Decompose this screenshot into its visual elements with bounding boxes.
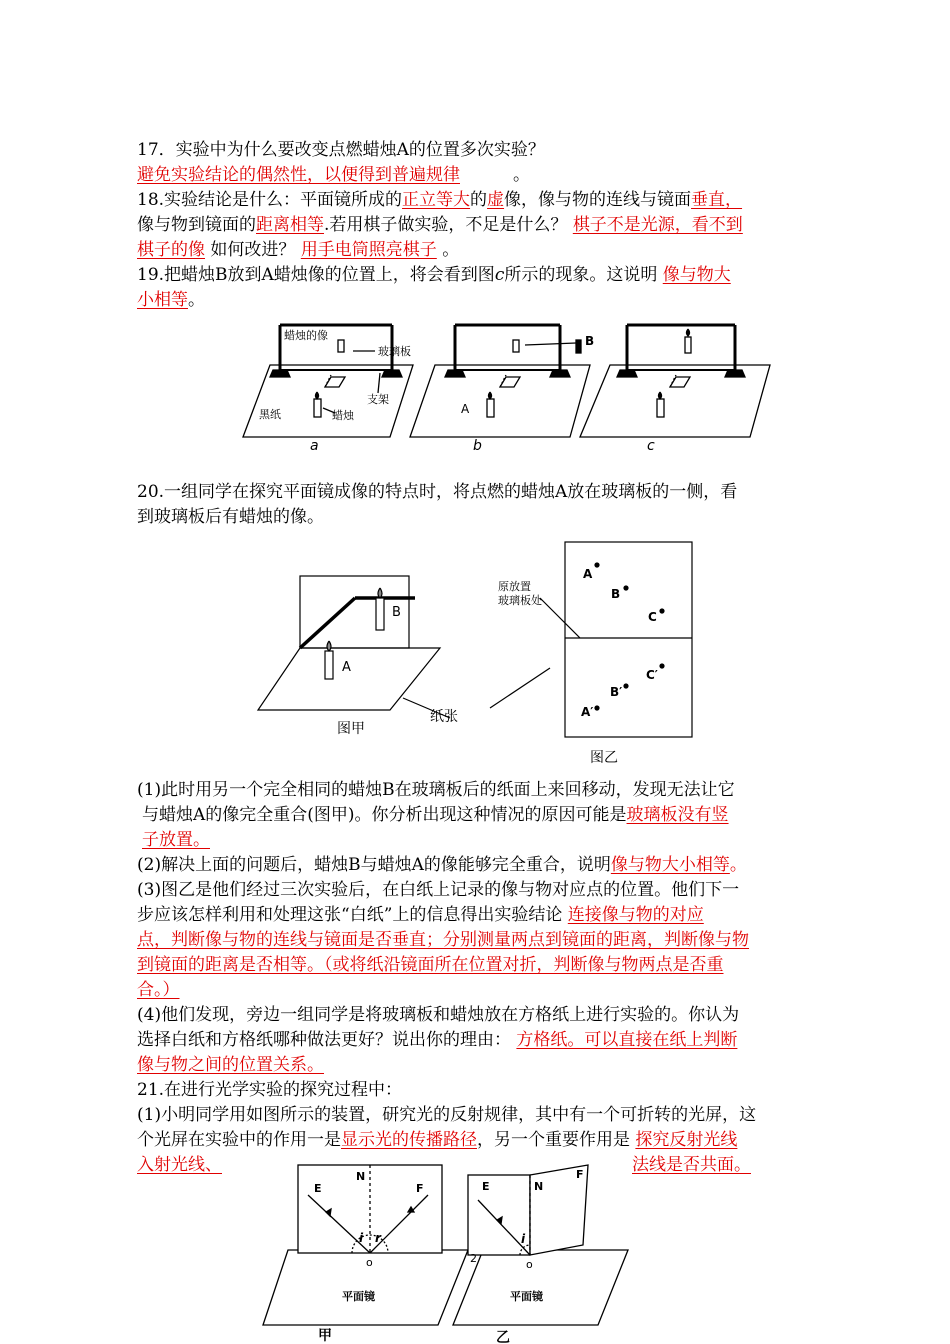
caption-yi: 图乙 bbox=[590, 750, 618, 766]
label-yi-F: F bbox=[576, 1168, 584, 1181]
q20-4-text: 选择白纸和方格纸哪种做法更好？说出你的理由： bbox=[137, 1030, 511, 1050]
q18-answer-3: 垂直， bbox=[691, 190, 743, 210]
figure-panel-b bbox=[410, 325, 590, 437]
q21-title: 21.在进行光学实验的探究过程中： bbox=[137, 1080, 403, 1100]
label-candle-image: 蜡烛的像 bbox=[284, 329, 328, 342]
q18-text-6: 如何改进？ bbox=[210, 240, 296, 260]
figure-yi bbox=[540, 542, 692, 737]
q20-1-text: 与蜡烛A的像完全重合(图甲)。你分析出现这种情况的原因可能是 bbox=[142, 805, 627, 825]
q18-answer-5: 棋子不是光源，看不到 bbox=[572, 215, 743, 235]
caption-c: c bbox=[647, 438, 655, 454]
q18-line3 bbox=[137, 238, 459, 263]
q20-4-answer-1: 方格纸。可以直接在纸上判断 bbox=[516, 1030, 738, 1050]
figure-panel-c bbox=[580, 325, 770, 437]
label-black-paper: 黑纸 bbox=[259, 408, 281, 421]
label-candle-B: B bbox=[585, 334, 595, 348]
q20-1-answer-2: 子放置。 bbox=[142, 830, 210, 850]
point-B-prime: B′ bbox=[610, 685, 623, 699]
label-yi-mirror: 平面镜 bbox=[510, 1290, 543, 1303]
point-C: C bbox=[648, 610, 657, 624]
caption-21-yi: 乙 bbox=[496, 1330, 510, 1344]
q18-text-4: 像与物到镜面的 bbox=[137, 215, 256, 235]
q19-text-1: 19.把蜡烛B放到A蜡烛像的位置上，将会看到图 bbox=[137, 265, 495, 285]
q19-text-3: 。 bbox=[188, 290, 205, 310]
q20-4-line2 bbox=[137, 1028, 737, 1053]
q21-line2 bbox=[137, 1128, 737, 1153]
q18-answer-2: 虚 bbox=[487, 190, 505, 210]
q20-3-line2 bbox=[137, 903, 704, 928]
label-candle: 蜡烛 bbox=[332, 409, 354, 422]
q18-text-1: 18.实验结论是什么：平面镜所成的 bbox=[137, 190, 403, 210]
label-jia-A: A bbox=[342, 660, 351, 675]
q21-answer-4: 法线是否共面。 bbox=[632, 1155, 751, 1175]
q19-fig-ref: c bbox=[494, 265, 505, 285]
label-jia-N: N bbox=[356, 1170, 366, 1183]
q20-2-text: (2)解决上面的问题后，蜡烛B与蜡烛A的像能够完全重合，说明 bbox=[137, 855, 611, 875]
q20-1-line2 bbox=[142, 803, 729, 828]
caption-jia: 图甲 bbox=[337, 721, 365, 737]
q21-answer-1: 显示光的传播路径 bbox=[341, 1130, 477, 1150]
label-candle-A: A bbox=[461, 402, 470, 416]
q20-1-answer: 玻璃板没有竖 bbox=[626, 805, 729, 825]
q18-answer-6: 用手电筒照亮棋子 bbox=[300, 240, 437, 260]
q19-line2 bbox=[137, 288, 205, 313]
label-jia-B: B bbox=[392, 605, 401, 620]
label-jia-mirror: 平面镜 bbox=[342, 1290, 375, 1303]
q20-3-line1: (3)图乙是他们经过三次实验后，在白纸上记录的像与物对应点的位置。他们下一 bbox=[137, 880, 740, 900]
label-orig-position-2: 玻璃板处 bbox=[498, 594, 542, 607]
figure-21-reflection bbox=[258, 1160, 638, 1344]
q19-text-2: 所示的现象。这说明 bbox=[504, 265, 658, 285]
figure-candle-abc bbox=[235, 315, 775, 455]
q20-3-answer-2: 点，判断像与物的连线与镜面是否垂直；分别测量两点到镜面的距离，判断像与物 bbox=[137, 930, 749, 950]
q21-line1: (1)小明同学用如图所示的装置，研究光的反射规律，其中有一个可折转的光屏，这 bbox=[137, 1105, 757, 1125]
q20-1-line1: (1)此时用另一个完全相同的蜡烛B在玻璃板后的纸面上来回移动，发现无法让它 bbox=[137, 780, 735, 800]
q20-4-answer-2: 像与物之间的位置关系。 bbox=[137, 1055, 324, 1075]
q20-3-answer-1: 连接像与物的对应 bbox=[567, 905, 704, 925]
label-yi-O: o bbox=[526, 1258, 533, 1271]
q17-period: 。 bbox=[513, 165, 530, 185]
page-number: 2 bbox=[470, 1252, 477, 1265]
q18-text-3: 像，像与物的连线与镜面 bbox=[504, 190, 692, 210]
point-A: A bbox=[583, 567, 593, 581]
label-yi-N: N bbox=[534, 1180, 544, 1193]
point-B: B bbox=[611, 587, 621, 601]
point-C-prime: C′ bbox=[646, 668, 658, 682]
q17-question: 17．实验中为什么要改变点燃蜡烛A的位置多次实验？ bbox=[137, 140, 545, 160]
label-jia-E: E bbox=[314, 1182, 322, 1195]
label-jia-F: F bbox=[416, 1182, 424, 1195]
q21-answer-2: 探究反射光线 bbox=[635, 1130, 738, 1150]
q21-answer-3: 入射光线、 bbox=[137, 1155, 222, 1175]
label-yi-E: E bbox=[482, 1180, 490, 1193]
q18-text-7: 。 bbox=[442, 240, 460, 260]
q20-3-text: 步应该怎样利用和处理这张“白纸”上的信息得出实验结论 bbox=[137, 905, 563, 925]
q18-answer-4: 距离相等 bbox=[256, 215, 324, 235]
q20-3-answer-4: 合。） bbox=[137, 980, 180, 1000]
q21-text-2: ，另一个重要作用是 bbox=[477, 1130, 630, 1150]
q19-answer-1b: 小相等 bbox=[137, 290, 188, 310]
q18-text-2: 的 bbox=[470, 190, 488, 210]
label-orig-position-1: 原放置 bbox=[498, 580, 531, 593]
q20-line1: 20.一组同学在探究平面镜成像的特点时，将点燃的蜡烛A放在玻璃板的一侧，看 bbox=[137, 482, 738, 502]
q20-line2: 到玻璃板后有蜡烛的像。 bbox=[137, 507, 324, 527]
q20-2-period: 。 bbox=[729, 855, 747, 875]
q18-answer-1: 正立等大 bbox=[402, 190, 471, 210]
q20-3-answer-3: 到镜面的距离是否相等。（或将纸沿镜面所在位置对折，判断像与物两点是否重 bbox=[137, 955, 724, 975]
q20-2-line bbox=[137, 853, 747, 878]
q18-answer-5b: 棋子的像 bbox=[137, 240, 205, 260]
label-paper: 纸张 bbox=[430, 709, 458, 725]
label-stand: 支架 bbox=[367, 393, 389, 406]
label-yi-i: i bbox=[521, 1232, 526, 1246]
figure-20 bbox=[250, 538, 700, 770]
q18-line2 bbox=[137, 213, 743, 238]
q20-4-line1: (4)他们发现，旁边一组同学是将玻璃板和蜡烛放在方格纸上进行实验的。你认为 bbox=[137, 1005, 740, 1025]
caption-a: a bbox=[310, 438, 319, 454]
label-jia-i: i bbox=[359, 1231, 364, 1245]
q18-text-5: .若用棋子做实验，不足是什么？ bbox=[324, 215, 568, 235]
q19-answer-1: 像与物大 bbox=[662, 265, 731, 285]
point-A-prime: A′ bbox=[581, 705, 594, 719]
q18-line1 bbox=[137, 188, 742, 213]
q19-line1 bbox=[137, 263, 731, 288]
q17-answer: 避免实验结论的偶然性，以便得到普遍规律 bbox=[137, 165, 460, 185]
label-jia-O: o bbox=[366, 1256, 373, 1269]
q20-2-answer: 像与物大小相等 bbox=[610, 855, 730, 875]
label-glass-plate: 玻璃板 bbox=[378, 345, 411, 358]
caption-b: b bbox=[473, 438, 482, 454]
label-jia-r: r bbox=[375, 1231, 381, 1245]
caption-21-jia: 甲 bbox=[318, 1328, 332, 1344]
q21-text-1: 个光屏在实验中的作用一是 bbox=[137, 1130, 341, 1150]
